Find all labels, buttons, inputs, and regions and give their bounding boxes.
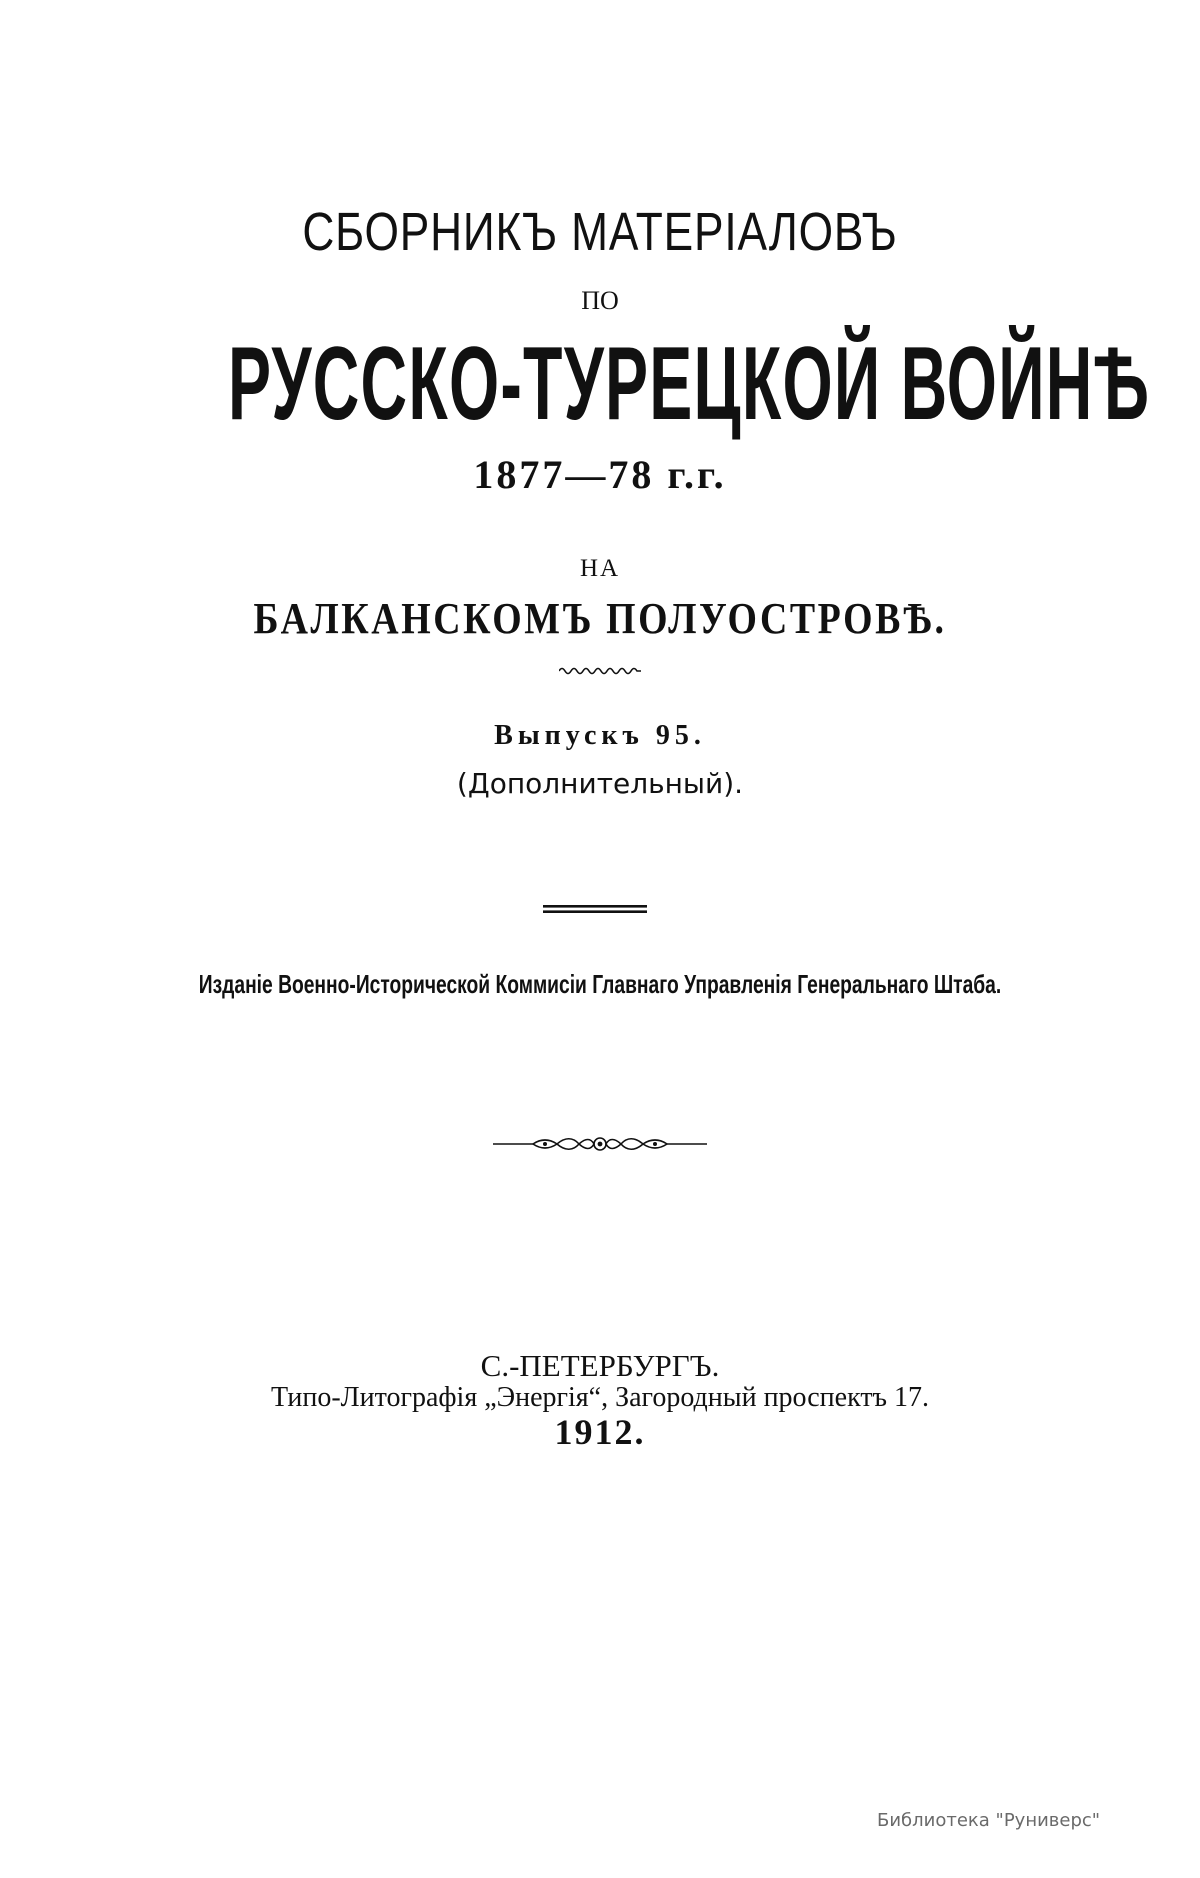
library-watermark: Библиотека "Руниверс" (877, 1810, 1101, 1831)
title-region: БАЛКАНСКОМЪ ПОЛУОСТРОВѢ. (253, 594, 947, 643)
imprint-year: 1912. (554, 1412, 646, 1452)
title-main-war: РУССКО-ТУРЕЦКОЙ ВОЙНѢ (228, 326, 1151, 442)
title-preposition-po: ПО (581, 286, 619, 315)
wave-ornament-icon (559, 665, 641, 677)
imprint-press: Типо-Литографія „Энергія“, Загородный проспектъ 17. (270, 1382, 930, 1413)
imprint-city: С.-ПЕТЕРБУРГЪ. (480, 1348, 720, 1383)
title-years: 1877—78 г.г. (473, 452, 727, 497)
issue-note: (Дополнительный). (456, 767, 744, 800)
vignette-ornament-icon (493, 1133, 707, 1155)
title-line-collection: СБОРНИКЪ МАТЕРІАЛОВЪ (302, 202, 898, 262)
issue-number: Выпускъ 95. (494, 720, 706, 751)
publisher-line: Изданіе Военно-Исторической Коммисіи Главнаго Управленія Генеральнаго Штаба. (198, 969, 1002, 999)
double-rule-icon (543, 905, 647, 913)
title-preposition-na: НА (579, 555, 621, 582)
